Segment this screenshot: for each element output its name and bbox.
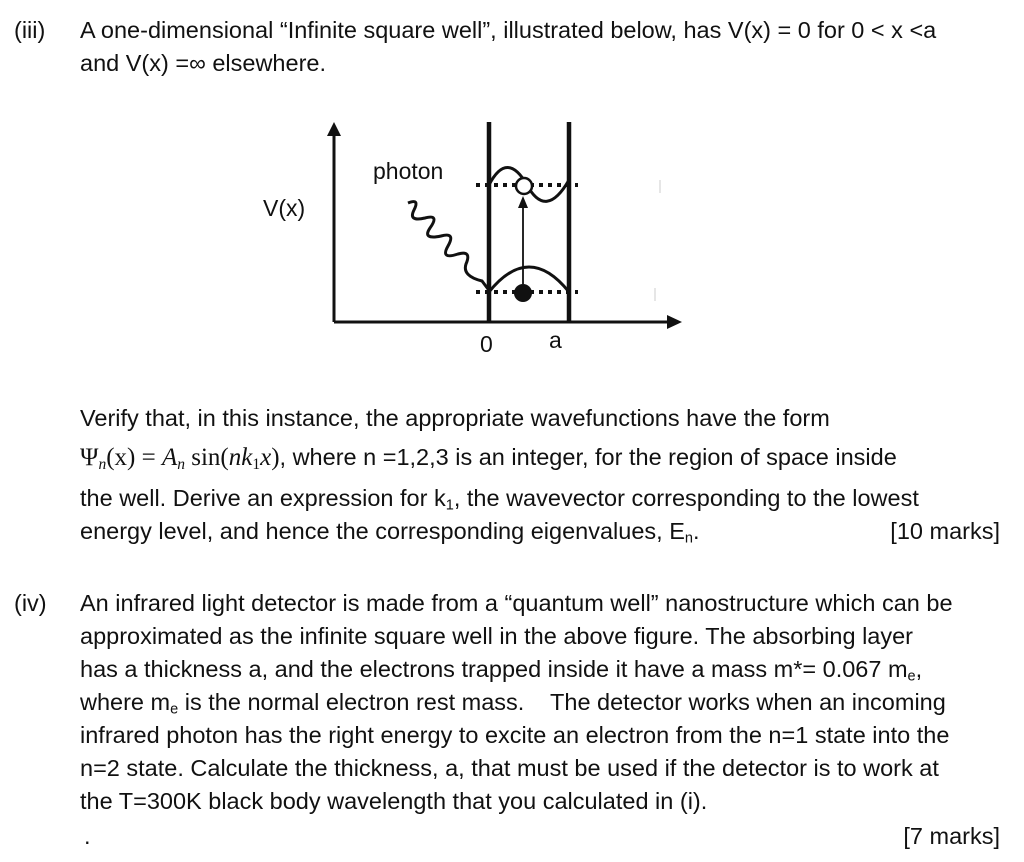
part-iii-label: (iii) [14,17,46,43]
verify-line4-period: . [693,518,700,544]
me-subscript: e [907,668,916,685]
k1-subscript: 1 [445,497,454,514]
part-iv-line3 [80,653,922,686]
x-variable: x [260,444,272,471]
electron-excited-state [516,178,532,194]
part-iii-marks: [10 marks] [890,518,1000,544]
part-iv-line3-comma: , [915,656,923,682]
verify-line3-text-end: , the wavevector corresponding to the lowest [453,485,919,511]
verify-line3 [80,482,919,515]
psi-symbol: Ψ [80,444,99,471]
me-subscript-2: e [170,701,179,718]
part-iv-line7: the T=300K black body wavelength that you calculated in (i). [80,788,708,814]
x-axis [334,315,682,329]
equation-lhs-arg: (x) = [106,444,162,471]
photon-label: photon [373,158,444,184]
psi-subscript: n [98,455,107,473]
verify-line4 [80,515,700,548]
verify-line1: Verify that, in this instance, the appropriate wavefunctions have the form [80,405,830,431]
part-iv-label: (iv) [14,590,47,616]
part-iv-line4-text-end: is the normal electron rest mass. The detector works when an incoming [178,689,946,715]
wavefunction-equation [80,444,280,471]
nk-symbol: nk [228,444,253,471]
verify-line2 [80,441,897,474]
part-iv-line4 [80,686,946,719]
part-iv-line3-text: has a thickness a, and the electrons trapped inside it have a mass m*= 0.067 m [80,656,908,682]
amplitude-symbol: A [161,444,178,471]
part-iv-line1: An infrared light detector is made from a “quantum well” nanostructure which can be [80,590,953,616]
verify-line4-text: energy level, and hence the corresponding eigenvalues, E [80,518,685,544]
part-iii-intro-line1: A one-dimensional “Infinite square well”, illustrated below, has V(x) = 0 for 0 < x <a [80,17,937,43]
verify-line3-text: the well. Derive an expression for k [80,485,446,511]
y-axis [327,122,341,322]
equation-close-paren: ) [271,444,280,471]
infinite-square-well-figure [0,0,1024,400]
verify-line2-rest: , where n =1,2,3 is an integer, for the region of space inside [279,444,897,470]
part-iv-marks: [7 marks] [903,823,1000,849]
En-subscript: n [684,530,693,547]
excitation-arrow [518,196,528,284]
amplitude-subscript: n [177,455,185,473]
part-iv-line4-text: where m [80,689,171,715]
x-tick-a: a [549,327,562,353]
electron-ground-state [514,284,532,302]
part-iv-line5: infrared photon has the right energy to excite an electron from the n=1 state into the [80,722,950,748]
y-axis-label: V(x) [263,195,306,221]
sin-function: sin( [184,444,229,471]
part-iv-line6: n=2 state. Calculate the thickness, a, that must be used if the detector is to work at [80,755,939,781]
stray-dot: . [84,823,91,849]
photon-wave-icon [408,202,488,289]
part-iv-line2: approximated as the infinite square well in the above figure. The absorbing layer [80,623,914,649]
k-subscript: 1 [252,455,261,473]
x-tick-zero: 0 [480,331,493,357]
part-iii-intro-line2: and V(x) =∞ elsewhere. [80,50,326,76]
